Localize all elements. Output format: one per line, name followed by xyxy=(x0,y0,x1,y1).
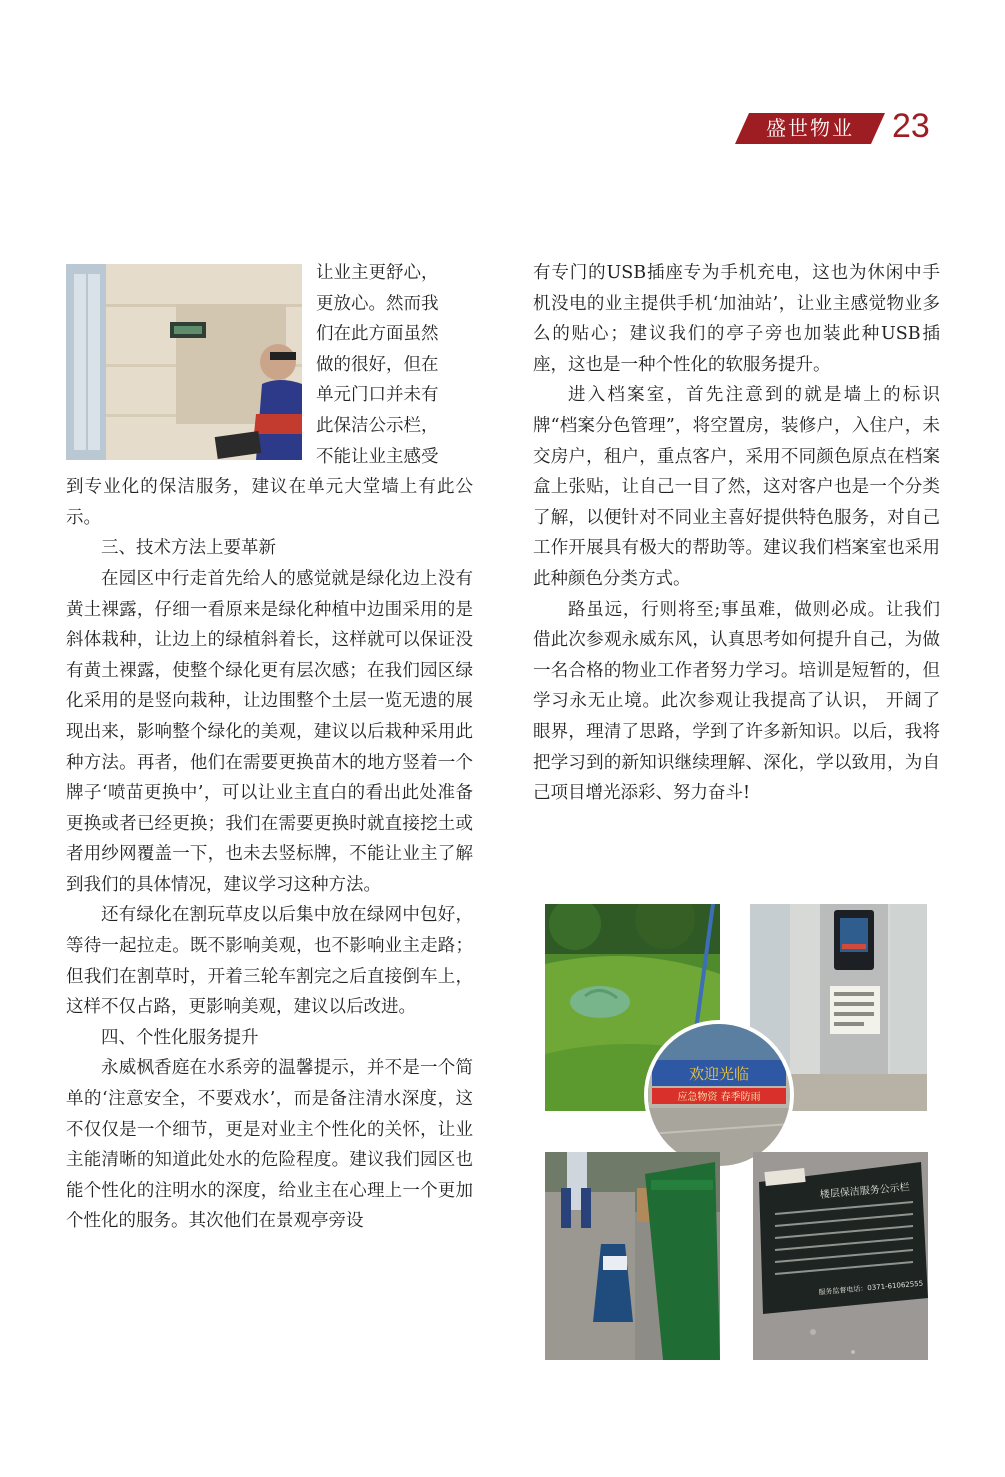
welcome-banner-text: 欢迎光临 xyxy=(688,1065,750,1083)
wrap-line: 单元门口并未有 xyxy=(316,385,439,406)
right-column xyxy=(533,258,940,809)
wrap-line: 们在此方面虽然 xyxy=(316,324,439,345)
paragraph-greening: 在园区中行走首先给人的感觉就是绿化边上没有黄土裸露，仔细一看原来是绿化种植中边围采用的是斜体栽种，让边上的绿植斜着长，这样就可以保证没有黄土裸露，使整个绿化更有层次感；在我们园区绿化采用的是竖向栽种，让边围整个土层一览无遗的展现出来，影响整个绿化的美观，建议以后栽种采用此种方法。再者，他们在需要更换苗木的地方竖着一个牌子‘喷苗更换中’，可以让业主直白的看出此处准备更换或者已经更换；我们在需要更换时就直接挖土或者用纱网覆盖一下，也未去竖标牌，不能让业主了解到我们的具体情况，建议学习这种方法。 xyxy=(66,568,473,895)
paragraph-closing: 路虽远，行则将至;事虽难，做则必成。让我们借此次参观永威东风，认真思考如何提升自己，为做一名合格的物业工作者努力学习。培训是短暂的，但学习永无止境。此次参观让我提高了认识， 开阔了眼界，理清了思路，学到了许多新知识。以后，我将把学习到的新知识继续理解、深化，学以致用，为自己项目增光添彩、努力奋斗! xyxy=(533,599,940,804)
board-title-text: 楼层保洁服务公示栏 xyxy=(819,1182,911,1201)
wrap-line: 此保洁公示栏， xyxy=(316,415,439,436)
paragraph-grass: 还有绿化在割玩草皮以后集中放在绿网中包好，等待一起拉走。既不影响美观，也不影响业主走路；但我们在割草时，开着三轮车割完之后直接倒车上，这样不仅占路，更影响美观，建议以后改进。 xyxy=(66,905,473,1018)
wrap-line: 做的很好，但在 xyxy=(316,354,439,375)
section-heading-3: 三、技术方法上要革新 xyxy=(101,538,276,559)
photo-lobby-wall xyxy=(66,264,302,460)
left-column xyxy=(66,258,473,1237)
paragraph-water: 永威枫香庭在水系旁的温馨提示，并不是一个简单的‘注意安全，不要戏水’，而是备注清水深度，这不仅仅是一个细节，更是对业主个性化的关怀，让业主能清晰的知道此处水的危险程度。建议我们园区也能个性化的注明水的深度，给业主在心理上一个更加个性化的服务。其次他们在景观亭旁设 xyxy=(66,1058,473,1232)
photo-trash-bins xyxy=(545,1152,720,1360)
safety-banner-text: 应急物资 春季防雨 xyxy=(677,1092,761,1103)
paragraph-usb: 有专门的USB插座专为手机充电，这也为休闲中手机没电的业主提供手机‘加油站’，让业主感觉物业多么的贴心；建议我们的亭子旁也加装此种USB插座，这也是一种个性化的软服务提升。 xyxy=(533,263,940,375)
wrap-line: 更放心。然而我 xyxy=(316,293,439,314)
photo-welcome-inset xyxy=(644,1020,794,1170)
section-heading-4: 四、个性化服务提升 xyxy=(101,1027,259,1048)
photo-cleaning-board xyxy=(753,1152,928,1360)
header-brand: 盛世物业 xyxy=(766,116,854,140)
paragraph-notice: 到专业化的保洁服务，建议在单元大堂墙上有此公示。 xyxy=(66,477,473,528)
wrap-line: 不能让业主感受 xyxy=(316,446,439,467)
board-phone-text: 服务监督电话：0371-61062555 xyxy=(818,1279,924,1297)
paragraph-archive: 进入档案室，首先注意到的就是墙上的标识牌“档案分色管理”，将空置房，装修户，入住户，未交房户，租户，重点客户，采用不同颜色原点在档案盒上张贴，让自己一目了然，这对客户也是一个分类了解，以便针对不同业主喜好提供特色服务，对自己工作开展具有极大的帮助等。建议我们档案室也采用此种颜色分类方式。 xyxy=(533,385,940,589)
page-number: 23 xyxy=(892,107,930,145)
wrap-line: 让业主更舒心， xyxy=(316,263,439,283)
